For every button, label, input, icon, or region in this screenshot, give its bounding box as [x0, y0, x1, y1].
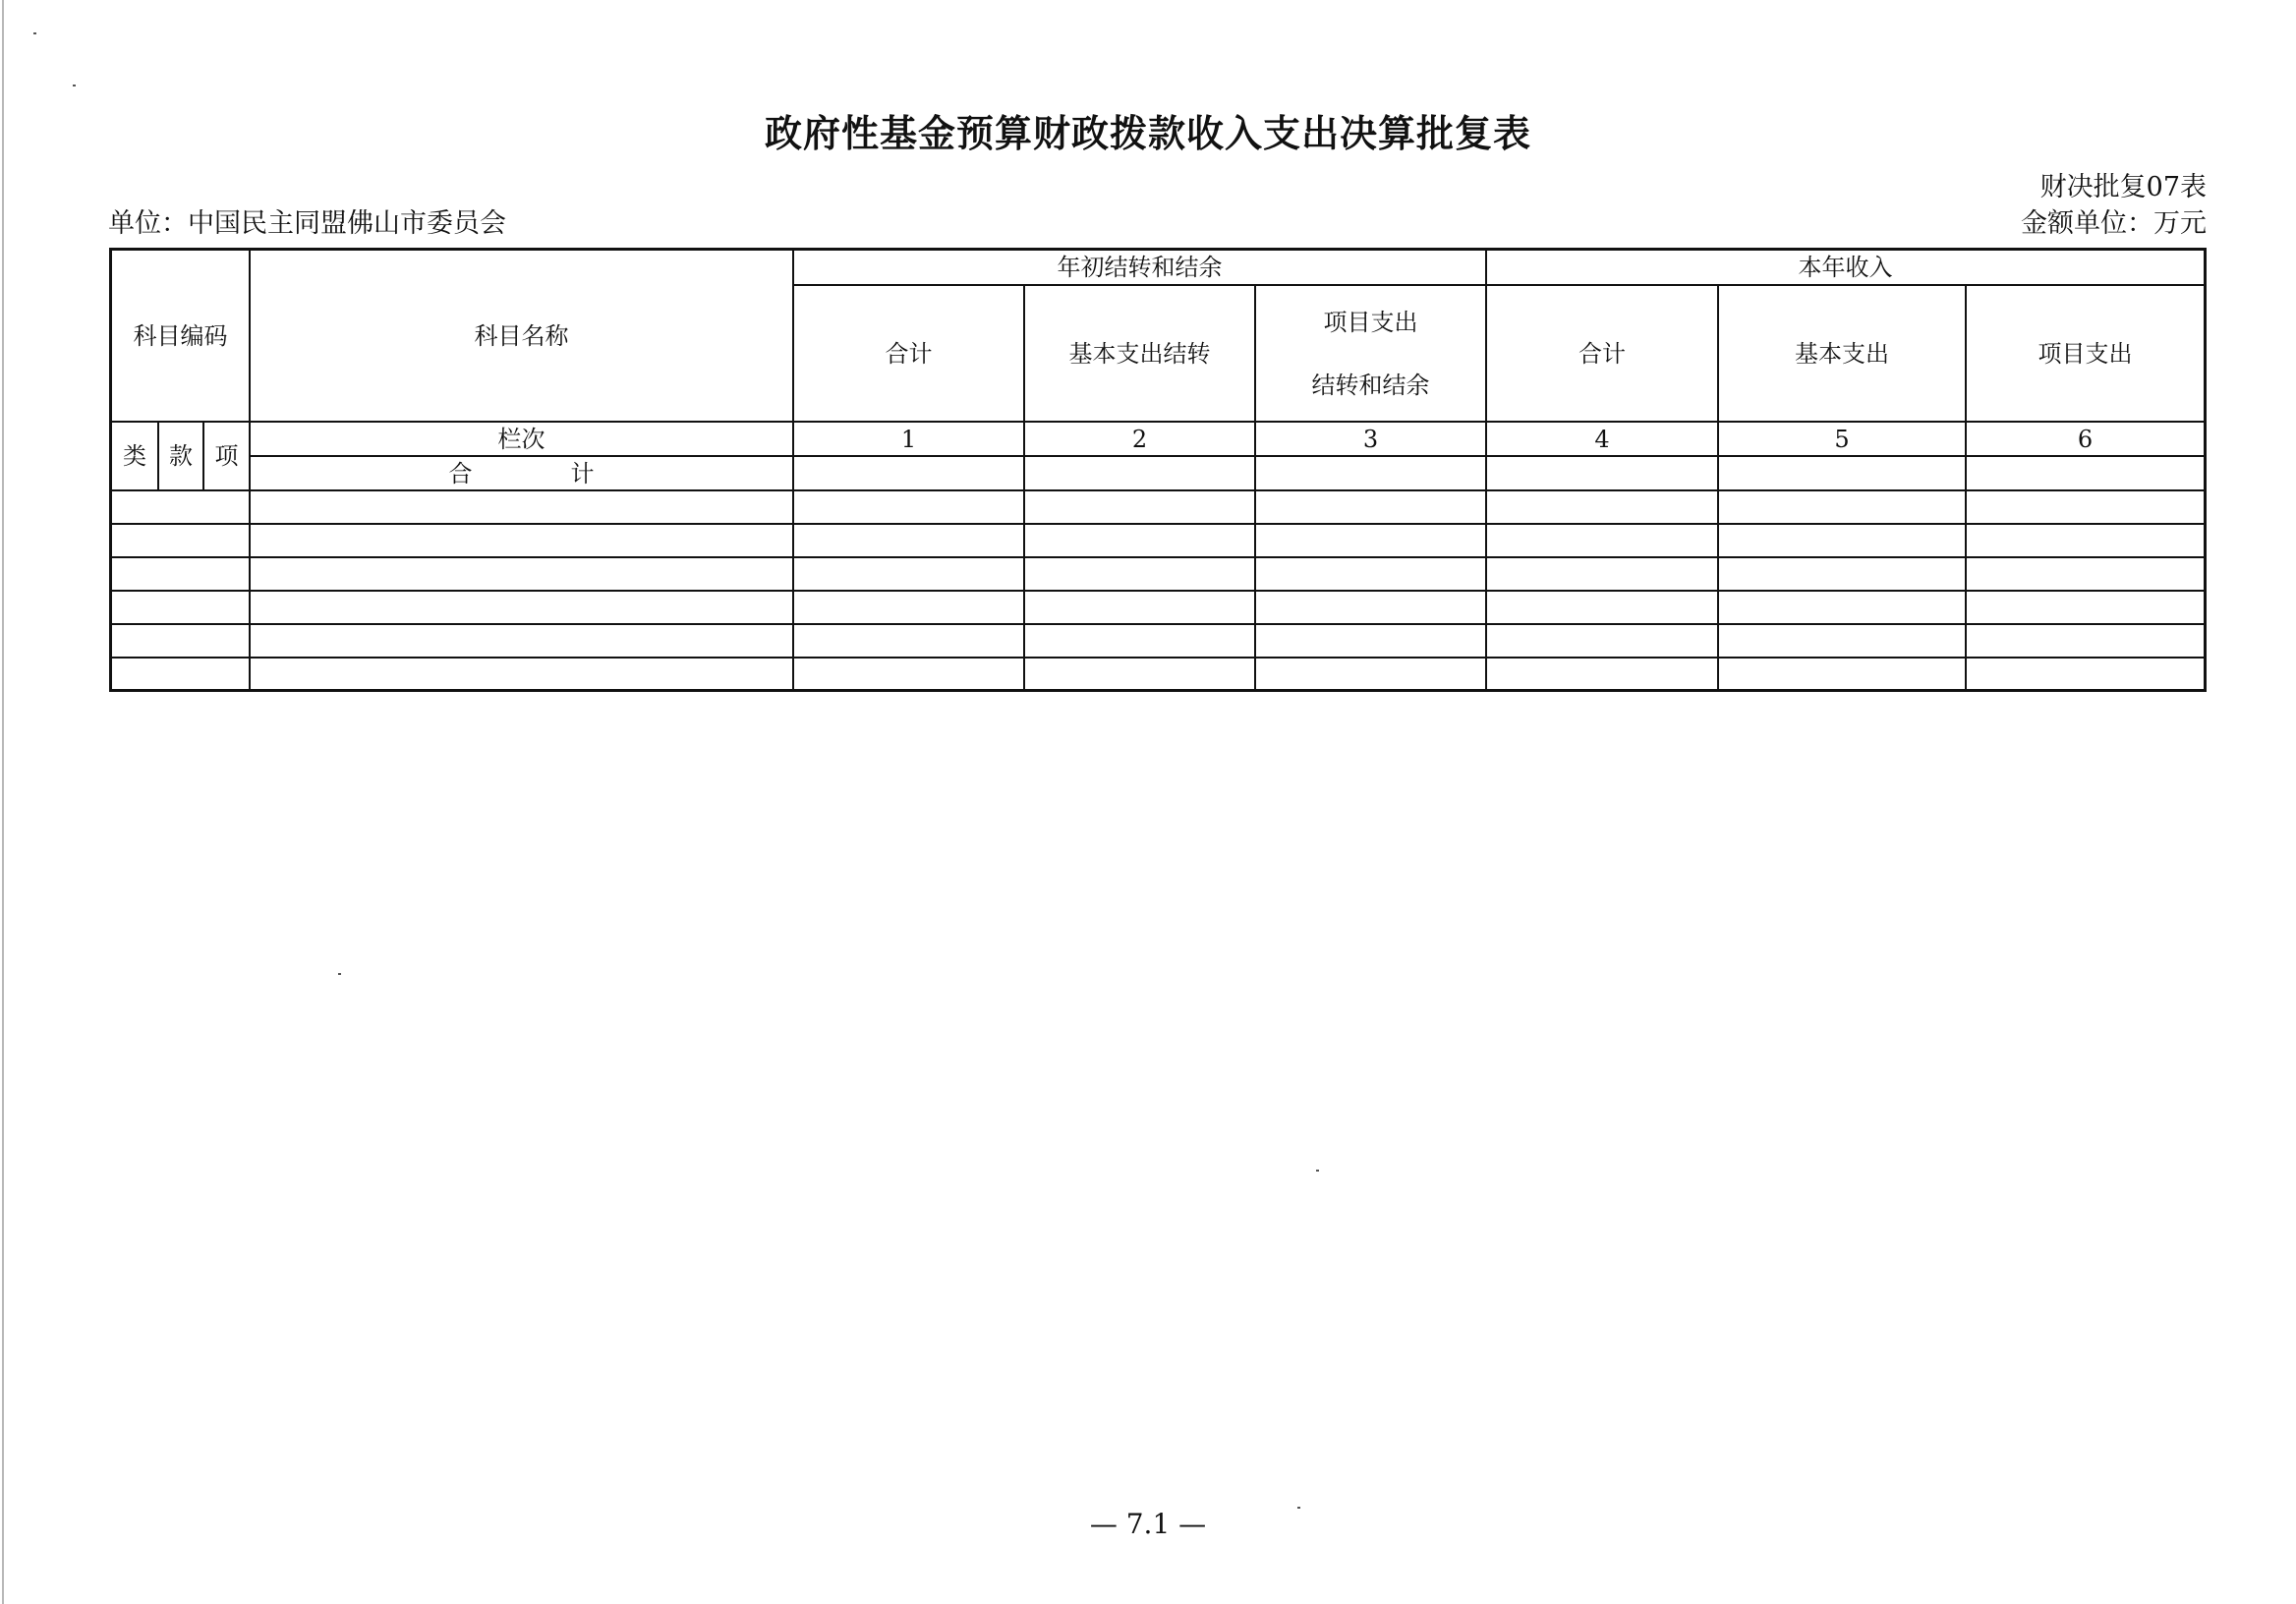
row-cell — [1966, 658, 2204, 689]
row-cell — [793, 591, 1024, 624]
header-group-income: 本年收入 — [1486, 251, 2204, 285]
total-cell-5 — [1718, 456, 1966, 490]
column-index-3: 3 — [1255, 422, 1486, 456]
header-carry-project-line2: 结转和结余 — [1311, 371, 1430, 399]
row-code-cell — [112, 557, 250, 591]
total-label-part1: 合 — [448, 459, 473, 487]
row-cell — [1718, 624, 1966, 658]
header-code-class: 类 — [112, 422, 158, 490]
header-carry-project — [1255, 285, 1486, 422]
row-name-cell — [250, 658, 793, 689]
table-row — [112, 591, 2204, 624]
row-code-cell — [112, 490, 250, 524]
table-row — [112, 557, 2204, 591]
row-cell — [1255, 658, 1486, 689]
header-carry-project-line1: 项目支出 — [1323, 308, 1418, 336]
row-cell — [1486, 524, 1718, 557]
row-name-cell — [250, 557, 793, 591]
row-name-cell — [250, 591, 793, 624]
total-cell-6 — [1966, 456, 2204, 490]
row-cell — [1966, 490, 2204, 524]
column-index-1: 1 — [793, 422, 1024, 456]
scan-speck — [73, 85, 76, 86]
header-group-carryover: 年初结转和结余 — [793, 251, 1486, 285]
form-code: 财决批复07表 — [2039, 172, 2207, 202]
total-row-label — [250, 456, 793, 490]
row-code-cell — [112, 591, 250, 624]
total-cell-2 — [1024, 456, 1255, 490]
row-cell — [1255, 490, 1486, 524]
scan-edge — [2, 0, 4, 1604]
total-label-part2: 计 — [570, 459, 595, 487]
row-cell — [1024, 524, 1255, 557]
column-index-6: 6 — [1966, 422, 2204, 456]
row-cell — [793, 490, 1024, 524]
header-code-section: 款 — [158, 422, 203, 490]
column-index-2: 2 — [1024, 422, 1255, 456]
row-cell — [1486, 490, 1718, 524]
row-cell — [1024, 658, 1255, 689]
scan-speck — [1297, 1507, 1300, 1509]
row-cell — [1966, 524, 2204, 557]
row-cell — [1486, 591, 1718, 624]
row-cell — [1718, 591, 1966, 624]
row-cell — [1024, 490, 1255, 524]
header-code-item: 项 — [203, 422, 250, 490]
scan-speck — [33, 32, 36, 34]
row-cell — [1486, 557, 1718, 591]
scan-speck — [338, 973, 341, 975]
row-cell — [1255, 557, 1486, 591]
header-income-project: 项目支出 — [1966, 285, 2204, 422]
row-cell — [1255, 591, 1486, 624]
header-income-total: 合计 — [1486, 285, 1718, 422]
row-code-cell — [112, 524, 250, 557]
row-name-cell — [250, 624, 793, 658]
table-row — [112, 624, 2204, 658]
row-code-cell — [112, 624, 250, 658]
header-carry-basic: 基本支出结转 — [1024, 285, 1255, 422]
page-number: — 7.1 — — [1089, 1508, 1207, 1540]
row-cell — [793, 557, 1024, 591]
row-cell — [1718, 658, 1966, 689]
row-cell — [1255, 524, 1486, 557]
header-carry-project-stack — [1256, 309, 1485, 399]
header-row-groups — [112, 251, 2204, 285]
row-cell — [1718, 557, 1966, 591]
budget-grid — [112, 251, 2204, 689]
row-cell — [1255, 624, 1486, 658]
row-cell — [1486, 658, 1718, 689]
header-subject-name: 科目名称 — [250, 251, 793, 422]
reporting-unit: 单位：中国民主同盟佛山市委员会 — [108, 208, 506, 239]
column-index-5: 5 — [1718, 422, 1966, 456]
row-cell — [1966, 591, 2204, 624]
total-row — [112, 456, 2204, 490]
row-code-cell — [112, 658, 250, 689]
scan-speck — [1316, 1170, 1319, 1172]
row-cell — [793, 658, 1024, 689]
row-name-cell — [250, 524, 793, 557]
header-subject-code: 科目编码 — [112, 251, 250, 422]
amount-unit: 金额单位：万元 — [2021, 208, 2207, 239]
row-cell — [1024, 557, 1255, 591]
row-cell — [1966, 624, 2204, 658]
row-cell — [1966, 557, 2204, 591]
document-title: 政府性基金预算财政拨款收入支出决算批复表 — [764, 111, 1531, 155]
total-cell-1 — [793, 456, 1024, 490]
table-row — [112, 658, 2204, 689]
row-cell — [793, 524, 1024, 557]
row-cell — [1486, 624, 1718, 658]
header-income-basic: 基本支出 — [1718, 285, 1966, 422]
header-carry-total: 合计 — [793, 285, 1024, 422]
row-name-cell — [250, 490, 793, 524]
total-cell-4 — [1486, 456, 1718, 490]
column-index-row — [112, 422, 2204, 456]
row-cell — [1718, 490, 1966, 524]
budget-table — [109, 248, 2207, 692]
row-cell — [793, 624, 1024, 658]
total-cell-3 — [1255, 456, 1486, 490]
table-row — [112, 490, 2204, 524]
row-cell — [1024, 624, 1255, 658]
column-index-4: 4 — [1486, 422, 1718, 456]
row-cell — [1718, 524, 1966, 557]
column-index-label: 栏次 — [250, 422, 793, 456]
table-row — [112, 524, 2204, 557]
row-cell — [1024, 591, 1255, 624]
